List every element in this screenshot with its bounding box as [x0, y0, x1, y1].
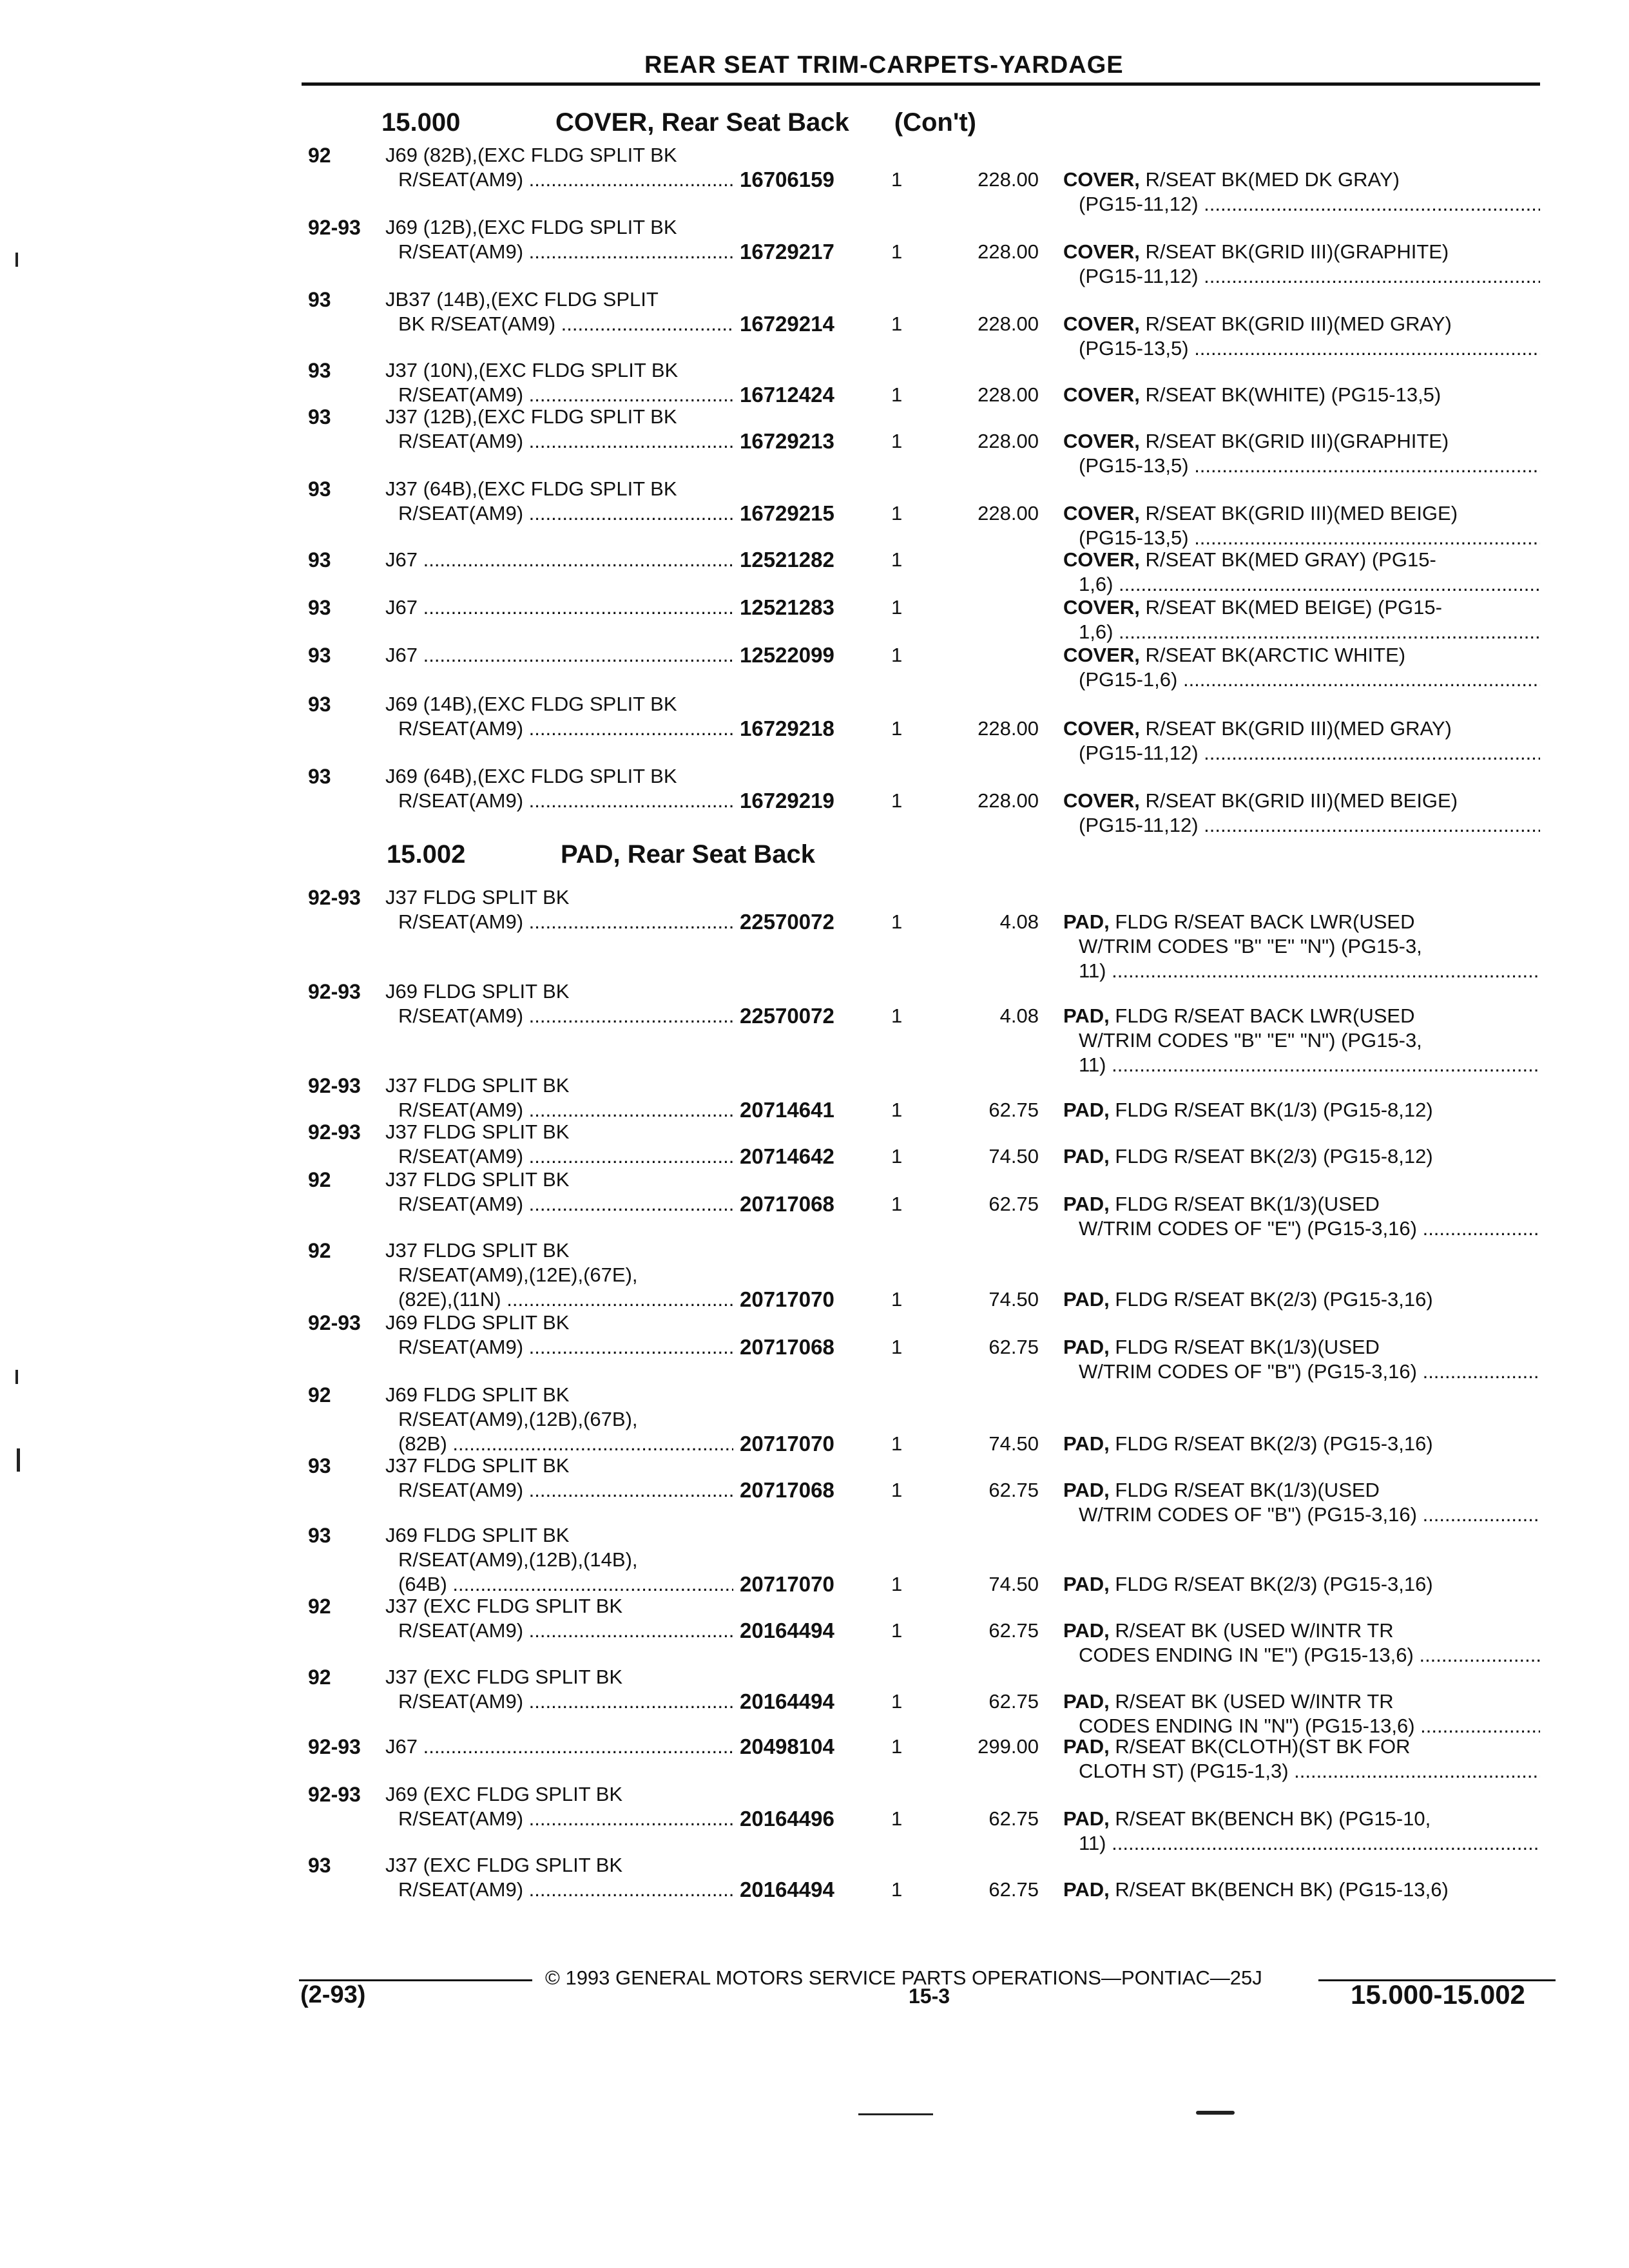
part-description-rest: R/SEAT BK(MED GRAY) (PG15-	[1139, 548, 1436, 571]
part-description	[1063, 429, 1540, 478]
model-year: 92	[308, 1168, 331, 1191]
price: 228.00	[978, 502, 1039, 524]
usage-description	[385, 358, 733, 407]
usage-line: J37 FLDG SPLIT BK	[385, 1168, 570, 1191]
footer-copyright: © 1993 GENERAL MOTORS SERVICE PARTS OPERATIONS—PONTIAC—25J	[545, 1966, 1262, 1989]
quantity: 1	[891, 1479, 903, 1501]
quantity: 1	[891, 1336, 903, 1358]
usage-description	[385, 764, 733, 813]
price: 4.08	[999, 1004, 1039, 1027]
usage-line: R/SEAT(AM9)	[398, 383, 524, 406]
usage-line: J67	[385, 644, 418, 666]
part-noun: PAD,	[1063, 1690, 1110, 1713]
part-description-line: 1,6)	[1079, 573, 1113, 595]
usage-line: J69 (EXC FLDG SPLIT BK	[385, 1783, 623, 1805]
part-description-line: W/TRIM CODES OF "B") (PG15-3,16)	[1079, 1360, 1417, 1383]
model-year: 93	[308, 596, 331, 619]
part-description-rest: FLDG R/SEAT BACK LWR(USED	[1109, 910, 1415, 933]
part-number: 12522099	[740, 643, 834, 667]
part-number: 20164494	[740, 1619, 834, 1642]
price: 4.08	[999, 910, 1039, 933]
section-title: PAD, Rear Seat Back	[561, 840, 815, 869]
model-year: 93	[308, 288, 331, 311]
usage-line: R/SEAT(AM9)	[398, 1619, 524, 1642]
section-number: 15.000	[381, 108, 461, 137]
usage-line: R/SEAT(AM9)	[398, 1004, 524, 1027]
part-noun: PAD,	[1063, 1479, 1110, 1501]
part-description-rest: R/SEAT BK(GRID III)(GRAPHITE)	[1139, 240, 1449, 263]
part-description-rest: R/SEAT BK(BENCH BK) (PG15-10,	[1109, 1807, 1431, 1830]
usage-line: R/SEAT(AM9)	[398, 1690, 524, 1713]
usage-description	[385, 477, 733, 526]
part-description-rest: FLDG R/SEAT BK(1/3)(USED	[1109, 1479, 1380, 1501]
usage-line: R/SEAT(AM9)	[398, 1878, 524, 1901]
quantity: 1	[891, 240, 903, 263]
price: 62.75	[988, 1619, 1039, 1642]
usage-description	[385, 405, 733, 454]
part-noun: PAD,	[1063, 1336, 1110, 1358]
part-description	[1063, 548, 1540, 597]
part-description-rest: R/SEAT BK(GRID III)(MED GRAY)	[1139, 717, 1452, 740]
usage-line: J37 FLDG SPLIT BK	[385, 1239, 570, 1262]
quantity: 1	[891, 1619, 903, 1642]
part-description-rest: FLDG R/SEAT BACK LWR(USED	[1109, 1004, 1415, 1027]
usage-description	[385, 1120, 733, 1169]
part-description	[1063, 789, 1540, 838]
usage-line: R/SEAT(AM9)	[398, 168, 524, 191]
part-description-rest: R/SEAT BK(BENCH BK) (PG15-13,6)	[1109, 1878, 1449, 1901]
scan-mark	[1196, 2111, 1235, 2115]
part-description-line: (PG15-13,5)	[1079, 337, 1189, 360]
price: 62.75	[988, 1099, 1039, 1121]
usage-line: R/SEAT(AM9)	[398, 430, 524, 452]
part-description-line: (PG15-11,12)	[1079, 742, 1199, 764]
section-continued: (Con't)	[894, 108, 976, 137]
usage-line: J69 (14B),(EXC FLDG SPLIT BK	[385, 693, 677, 715]
part-description	[1063, 1619, 1540, 1667]
usage-description	[385, 692, 733, 741]
part-number: 20717070	[740, 1432, 834, 1456]
model-year: 92	[308, 1239, 331, 1262]
usage-description	[385, 1665, 733, 1714]
model-year: 92-93	[308, 1074, 361, 1097]
usage-line: J37 (10N),(EXC FLDG SPLIT BK	[385, 359, 679, 381]
part-description-rest: R/SEAT BK(GRID III)(GRAPHITE)	[1139, 430, 1449, 452]
part-noun: PAD,	[1063, 1004, 1110, 1027]
usage-line: R/SEAT(AM9),(12B),(67B),	[398, 1408, 638, 1430]
usage-description	[385, 1523, 733, 1597]
quantity: 1	[891, 717, 903, 740]
quantity: 1	[891, 1735, 903, 1758]
part-number: 16729215	[740, 501, 834, 525]
part-noun: COVER,	[1063, 717, 1140, 740]
model-year: 92-93	[308, 1735, 361, 1758]
part-noun: COVER,	[1063, 312, 1140, 335]
usage-line: J69 (64B),(EXC FLDG SPLIT BK	[385, 765, 677, 787]
part-description-line: (PG15-1,6)	[1079, 668, 1178, 691]
scan-mark	[858, 2113, 933, 2115]
usage-description	[385, 643, 733, 668]
part-number: 20164496	[740, 1807, 834, 1831]
usage-description	[385, 1383, 733, 1456]
part-noun: COVER,	[1063, 548, 1140, 571]
usage-description	[385, 548, 733, 572]
usage-description	[385, 143, 733, 192]
quantity: 1	[891, 1004, 903, 1027]
part-description-line: (PG15-13,5)	[1079, 526, 1189, 549]
usage-description	[385, 287, 733, 336]
part-description-line: 11)	[1079, 1053, 1106, 1076]
usage-line: JB37 (14B),(EXC FLDG SPLIT	[385, 288, 659, 311]
part-number: 22570072	[740, 910, 834, 934]
quantity: 1	[891, 910, 903, 933]
price: 62.75	[988, 1878, 1039, 1901]
quantity: 1	[891, 644, 903, 666]
model-year: 92	[308, 1383, 331, 1407]
part-number: 16729213	[740, 429, 834, 453]
part-description	[1063, 501, 1540, 550]
footer-date: (2-93)	[300, 1981, 366, 2008]
part-noun: PAD,	[1063, 1619, 1110, 1642]
part-description	[1063, 1192, 1540, 1241]
model-year: 93	[308, 359, 331, 382]
part-number: 12521283	[740, 595, 834, 619]
usage-description	[385, 215, 733, 264]
usage-line: J37 FLDG SPLIT BK	[385, 886, 570, 908]
part-noun: PAD,	[1063, 1432, 1110, 1455]
usage-line: J37 FLDG SPLIT BK	[385, 1454, 570, 1477]
usage-description	[385, 1238, 733, 1312]
model-year: 93	[308, 548, 331, 572]
part-description-line: CODES ENDING IN "N") (PG15-13,6)	[1079, 1715, 1415, 1737]
price: 228.00	[978, 717, 1039, 740]
footer-page-number: 15-3	[909, 1984, 950, 2008]
part-description-line: (PG15-13,5)	[1079, 454, 1189, 477]
price: 62.75	[988, 1807, 1039, 1830]
part-description-rest: R/SEAT BK(WHITE) (PG15-13,5)	[1139, 383, 1441, 406]
usage-line: R/SEAT(AM9)	[398, 1336, 524, 1358]
part-description-rest: R/SEAT BK(MED DK GRAY)	[1139, 168, 1400, 191]
part-description	[1063, 716, 1540, 765]
part-description	[1063, 1144, 1540, 1169]
part-noun: COVER,	[1063, 789, 1140, 812]
part-description-rest: FLDG R/SEAT BK(2/3) (PG15-8,12)	[1109, 1145, 1433, 1168]
usage-line: (82E),(11N)	[398, 1288, 501, 1311]
price: 74.50	[988, 1432, 1039, 1455]
part-noun: PAD,	[1063, 1288, 1110, 1311]
usage-line: BK R/SEAT(AM9)	[398, 312, 556, 335]
title-rule	[302, 82, 1540, 86]
quantity: 1	[891, 1193, 903, 1215]
model-year: 92-93	[308, 1120, 361, 1144]
usage-line: R/SEAT(AM9)	[398, 1193, 524, 1215]
part-description-line: W/TRIM CODES "B" "E" "N") (PG15-3,	[1079, 1029, 1422, 1052]
usage-line: R/SEAT(AM9)	[398, 502, 524, 524]
usage-line: R/SEAT(AM9)	[398, 1099, 524, 1121]
part-description-line: W/TRIM CODES OF "B") (PG15-3,16)	[1079, 1503, 1417, 1526]
margin-mark	[17, 1448, 20, 1472]
quantity: 1	[891, 1878, 903, 1901]
usage-line: R/SEAT(AM9),(12E),(67E),	[398, 1264, 638, 1286]
quantity: 1	[891, 502, 903, 524]
part-description	[1063, 1287, 1540, 1312]
price: 62.75	[988, 1336, 1039, 1358]
price: 228.00	[978, 430, 1039, 452]
part-description-line: (PG15-11,12)	[1079, 814, 1199, 836]
part-description	[1063, 312, 1540, 361]
usage-line: J69 FLDG SPLIT BK	[385, 1383, 570, 1406]
usage-description	[385, 1168, 733, 1216]
part-number: 20498104	[740, 1735, 834, 1758]
usage-description	[385, 1454, 733, 1503]
usage-line: J69 FLDG SPLIT BK	[385, 980, 570, 1003]
section-header	[387, 840, 815, 869]
part-description	[1063, 1878, 1540, 1902]
usage-line: R/SEAT(AM9),(12B),(14B),	[398, 1548, 638, 1571]
part-description-rest: FLDG R/SEAT BK(1/3)(USED	[1109, 1336, 1380, 1358]
price: 74.50	[988, 1145, 1039, 1168]
part-description	[1063, 910, 1540, 983]
usage-description	[385, 1735, 733, 1759]
quantity: 1	[891, 312, 903, 335]
quantity: 1	[891, 1145, 903, 1168]
model-year: 93	[308, 405, 331, 428]
part-description-line: W/TRIM CODES "B" "E" "N") (PG15-3,	[1079, 935, 1422, 957]
part-noun: PAD,	[1063, 910, 1110, 933]
usage-line: J69 FLDG SPLIT BK	[385, 1311, 570, 1334]
part-description-line: W/TRIM CODES OF "E") (PG15-3,16)	[1079, 1217, 1417, 1240]
model-year: 92-93	[308, 1311, 361, 1334]
price: 228.00	[978, 168, 1039, 191]
part-noun: COVER,	[1063, 596, 1140, 619]
usage-line: R/SEAT(AM9)	[398, 1145, 524, 1168]
usage-description	[385, 979, 733, 1028]
part-description-rest: R/SEAT BK(GRID III)(MED GRAY)	[1139, 312, 1452, 335]
part-description-rest: FLDG R/SEAT BK(1/3)(USED	[1109, 1193, 1380, 1215]
part-description-rest: R/SEAT BK (USED W/INTR TR	[1109, 1619, 1394, 1642]
price: 228.00	[978, 240, 1039, 263]
part-description-line: CODES ENDING IN "E") (PG15-13,6)	[1079, 1644, 1414, 1666]
usage-line: J67	[385, 548, 418, 571]
part-number: 20717068	[740, 1192, 834, 1216]
part-description-line: 11)	[1079, 1832, 1106, 1854]
part-noun: PAD,	[1063, 1878, 1110, 1901]
price: 74.50	[988, 1288, 1039, 1311]
model-year: 93	[308, 644, 331, 667]
price: 228.00	[978, 383, 1039, 406]
usage-line: J37 (EXC FLDG SPLIT BK	[385, 1666, 623, 1688]
part-description	[1063, 643, 1540, 692]
part-noun: COVER,	[1063, 383, 1140, 406]
usage-line: J67	[385, 1735, 418, 1758]
usage-description	[385, 1853, 733, 1902]
quantity: 1	[891, 596, 903, 619]
part-description-line: 11)	[1079, 959, 1106, 982]
model-year: 92-93	[308, 980, 361, 1003]
part-number: 16712424	[740, 383, 834, 407]
part-description	[1063, 1572, 1540, 1597]
quantity: 1	[891, 789, 903, 812]
part-description-rest: FLDG R/SEAT BK(1/3) (PG15-8,12)	[1109, 1099, 1433, 1121]
quantity: 1	[891, 383, 903, 406]
part-description-line: (PG15-11,12)	[1079, 193, 1199, 215]
usage-line: R/SEAT(AM9)	[398, 910, 524, 933]
quantity: 1	[891, 1690, 903, 1713]
part-number: 16729217	[740, 240, 834, 264]
part-number: 16729219	[740, 789, 834, 812]
usage-description	[385, 1594, 733, 1643]
part-description-rest: R/SEAT BK(GRID III)(MED BEIGE)	[1139, 789, 1458, 812]
usage-line: (82B)	[398, 1432, 447, 1455]
price: 228.00	[978, 312, 1039, 335]
part-description	[1063, 1004, 1540, 1077]
part-description-rest: R/SEAT BK(ARCTIC WHITE)	[1139, 644, 1406, 666]
usage-line: J69 FLDG SPLIT BK	[385, 1524, 570, 1546]
price: 62.75	[988, 1193, 1039, 1215]
part-number: 12521282	[740, 548, 834, 572]
margin-mark	[15, 1370, 18, 1384]
part-noun: COVER,	[1063, 502, 1140, 524]
margin-mark	[15, 253, 18, 267]
part-number: 20717070	[740, 1287, 834, 1311]
part-description	[1063, 1335, 1540, 1384]
part-description	[1063, 168, 1540, 216]
usage-description	[385, 1782, 733, 1831]
part-number: 20717068	[740, 1335, 834, 1359]
part-noun: PAD,	[1063, 1145, 1110, 1168]
price: 62.75	[988, 1690, 1039, 1713]
part-description-rest: FLDG R/SEAT BK(2/3) (PG15-3,16)	[1109, 1573, 1433, 1595]
model-year: 92-93	[308, 1783, 361, 1806]
section-header	[381, 108, 976, 137]
price: 74.50	[988, 1573, 1039, 1595]
usage-line: J37 FLDG SPLIT BK	[385, 1074, 570, 1097]
price: 299.00	[978, 1735, 1039, 1758]
part-noun: PAD,	[1063, 1099, 1110, 1121]
usage-line: J67	[385, 596, 418, 619]
usage-line: J69 (12B),(EXC FLDG SPLIT BK	[385, 216, 677, 238]
part-noun: COVER,	[1063, 430, 1140, 452]
part-noun: PAD,	[1063, 1573, 1110, 1595]
usage-description	[385, 1311, 733, 1360]
usage-line: R/SEAT(AM9)	[398, 240, 524, 263]
quantity: 1	[891, 1573, 903, 1595]
part-description	[1063, 1432, 1540, 1456]
model-year: 92	[308, 1595, 331, 1618]
usage-line: R/SEAT(AM9)	[398, 717, 524, 740]
price: 62.75	[988, 1479, 1039, 1501]
usage-line: J37 FLDG SPLIT BK	[385, 1120, 570, 1143]
usage-description	[385, 1073, 733, 1122]
usage-description	[385, 885, 733, 934]
part-number: 20164494	[740, 1689, 834, 1713]
usage-description	[385, 595, 733, 620]
part-description-rest: R/SEAT BK(CLOTH)(ST BK FOR	[1109, 1735, 1411, 1758]
part-number: 22570072	[740, 1004, 834, 1028]
part-description	[1063, 240, 1540, 289]
quantity: 1	[891, 1432, 903, 1455]
quantity: 1	[891, 430, 903, 452]
part-description	[1063, 595, 1540, 644]
part-description-line: CLOTH ST) (PG15-1,3)	[1079, 1760, 1289, 1782]
usage-line: J37 (EXC FLDG SPLIT BK	[385, 1595, 623, 1617]
quantity: 1	[891, 168, 903, 191]
usage-line: J37 (12B),(EXC FLDG SPLIT BK	[385, 405, 677, 428]
quantity: 1	[891, 1099, 903, 1121]
part-description	[1063, 1807, 1540, 1856]
part-description	[1063, 1478, 1540, 1527]
part-description	[1063, 383, 1540, 407]
usage-line: J69 (82B),(EXC FLDG SPLIT BK	[385, 144, 677, 166]
quantity: 1	[891, 1807, 903, 1830]
part-description-rest: FLDG R/SEAT BK(2/3) (PG15-3,16)	[1109, 1432, 1433, 1455]
usage-line: (64B)	[398, 1573, 447, 1595]
part-description-line: 1,6)	[1079, 620, 1113, 643]
part-number: 20164494	[740, 1878, 834, 1901]
page-title: REAR SEAT TRIM-CARPETS-YARDAGE	[644, 52, 1124, 79]
model-year: 93	[308, 693, 331, 716]
part-noun: COVER,	[1063, 168, 1140, 191]
quantity: 1	[891, 548, 903, 571]
part-description	[1063, 1689, 1540, 1738]
usage-line: R/SEAT(AM9)	[398, 1479, 524, 1501]
part-description-rest: R/SEAT BK(GRID III)(MED BEIGE)	[1139, 502, 1458, 524]
model-year: 93	[308, 1524, 331, 1547]
part-description-line: (PG15-11,12)	[1079, 265, 1199, 287]
part-description-rest: R/SEAT BK(MED BEIGE) (PG15-	[1139, 596, 1442, 619]
part-number: 20714641	[740, 1098, 834, 1122]
model-year: 92-93	[308, 886, 361, 909]
model-year: 93	[308, 477, 331, 501]
usage-line: R/SEAT(AM9)	[398, 1807, 524, 1830]
quantity: 1	[891, 1288, 903, 1311]
part-noun: PAD,	[1063, 1193, 1110, 1215]
model-year: 93	[308, 1454, 331, 1477]
part-number: 20717070	[740, 1572, 834, 1596]
model-year: 93	[308, 1854, 331, 1877]
footer-section-range: 15.000-15.002	[1351, 1979, 1525, 2010]
model-year: 92	[308, 1666, 331, 1689]
model-year: 92-93	[308, 216, 361, 239]
part-description-rest: R/SEAT BK (USED W/INTR TR	[1109, 1690, 1394, 1713]
part-description	[1063, 1735, 1540, 1783]
part-noun: PAD,	[1063, 1807, 1110, 1830]
part-noun: PAD,	[1063, 1735, 1110, 1758]
part-noun: COVER,	[1063, 240, 1140, 263]
part-number: 20714642	[740, 1144, 834, 1168]
part-number: 20717068	[740, 1478, 834, 1502]
usage-line: J37 (64B),(EXC FLDG SPLIT BK	[385, 477, 677, 500]
part-number: 16729214	[740, 312, 834, 336]
model-year: 92	[308, 144, 331, 167]
part-description-rest: FLDG R/SEAT BK(2/3) (PG15-3,16)	[1109, 1288, 1433, 1311]
usage-line: J37 (EXC FLDG SPLIT BK	[385, 1854, 623, 1876]
usage-line: R/SEAT(AM9)	[398, 789, 524, 812]
part-number: 16706159	[740, 168, 834, 191]
price: 228.00	[978, 789, 1039, 812]
part-noun: COVER,	[1063, 644, 1140, 666]
model-year: 93	[308, 765, 331, 788]
section-title: COVER, Rear Seat Back	[555, 108, 849, 137]
part-number: 16729218	[740, 716, 834, 740]
part-description	[1063, 1098, 1540, 1122]
section-number: 15.002	[387, 840, 466, 869]
